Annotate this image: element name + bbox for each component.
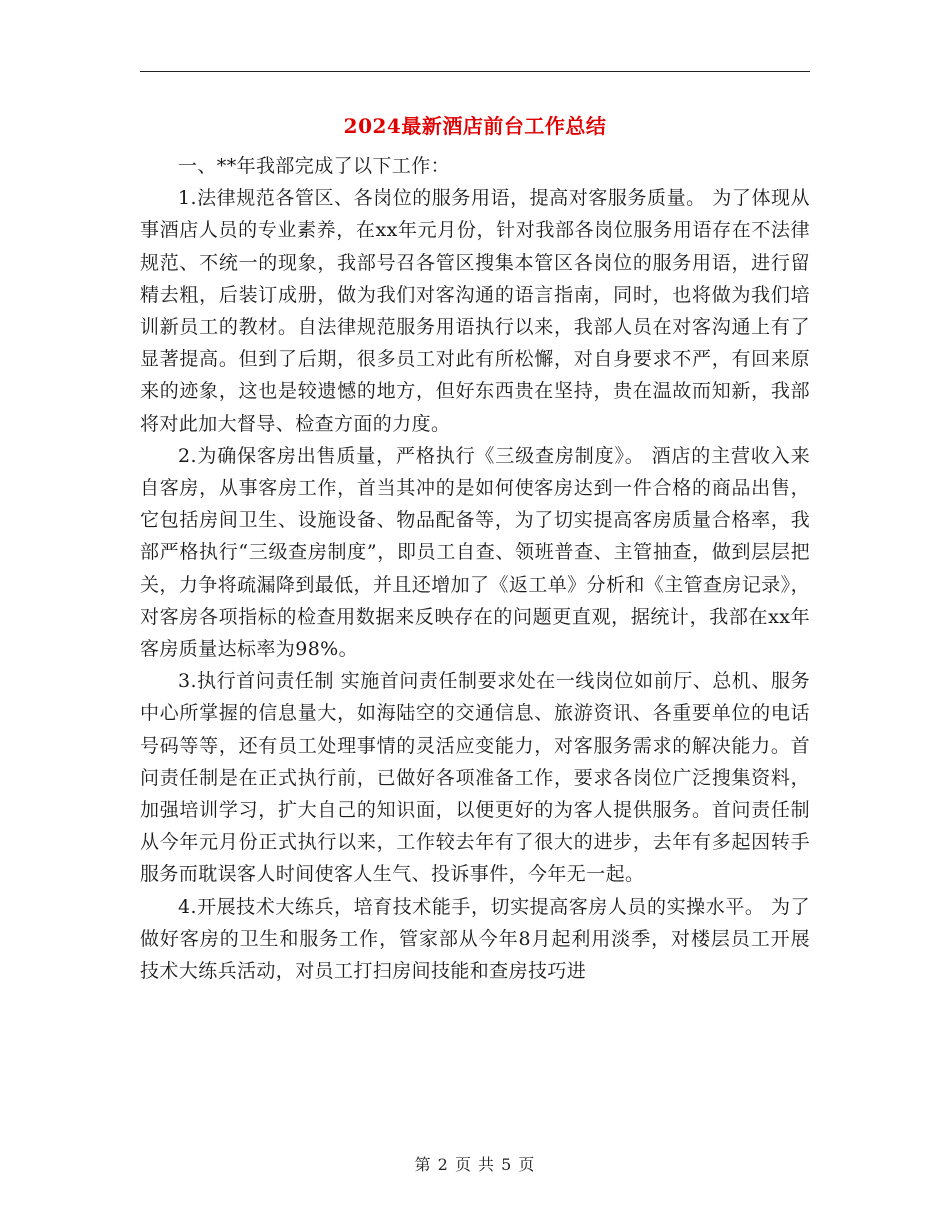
- paragraph-3: 3.执行首问责任制 实施首问责任制要求处在一线岗位如前厅、总机、服务中心所掌握的信息量大，如海陆空的交通信息、旅游资讯、各重要单位的电话号码等等，还有员工处理事情的灵活应变能力，对客服务需求的解决能力。首问责任制是在正式执行前，已做好各项准备工作，要求各岗位广泛搜集资料，加强培训学习，扩大自己的知识面，以便更好的为客人提供服务。首问责任制从今年元月份正式执行以来，工作较去年有了很大的进步，去年有多起因转手服务而耽误客人时间使客人生气、投诉事件，今年无一起。: [140, 670, 810, 886]
- document-body: [140, 150, 810, 987]
- document-title: 2024最新酒店前台工作总结: [343, 114, 607, 138]
- header-rule: [140, 71, 810, 72]
- paragraph-2: 2.为确保客房出售质量，严格执行《三级查房制度》。 酒店的主营收入来自客房，从事客房工作，首当其冲的是如何使客房达到一件合格的商品出售，它包括房间卫生、设施设备、物品配备等，为了切实提高客房质量合格率，我部严格执行“三级查房制度”，即员工自查、领班普查、主管抽查，做到层层把关，力争将疏漏降到最低，并且还增加了《返工单》分析和《主管查房记录》，对客房各项指标的检查用数据来反映存在的问题更直观，据统计，我部在xx年客房质量达标率为98%。: [140, 444, 810, 661]
- paragraph-4: 4.开展技术大练兵，培育技术能手，切实提高客房人员的实操水平。 为了做好客房的卫生和服务工作，管家部从今年8月起利用淡季，对楼层员工开展技术大练兵活动，对员工打扫房间技能和查房技巧进: [140, 895, 810, 983]
- paragraph-heading: 一、**年我部完成了以下工作：: [178, 155, 451, 177]
- page-footer: 第 2 页 共 5 页: [414, 1155, 536, 1174]
- paragraph-1: 1.法律规范各管区、各岗位的服务用语，提高对客服务质量。 为了体现从事酒店人员的专业素养，在xx年元月份，针对我部各岗位服务用语存在不法律规范、不统一的现象，我部号召各管区搜集本管区各岗位的服务用语，进行留精去粗，后装订成册，做为我们对客沟通的语言指南，同时，也将做为我们培训新员工的教材。自法律规范服务用语执行以来，我部人员在对客沟通上有了显著提高。但到了后期，很多员工对此有所松懈，对自身要求不严，有回来原来的迹象，这也是较遗憾的地方，但好东西贵在坚持，贵在温故而知新，我部将对此加大督导、检查方面的力度。: [140, 187, 810, 435]
